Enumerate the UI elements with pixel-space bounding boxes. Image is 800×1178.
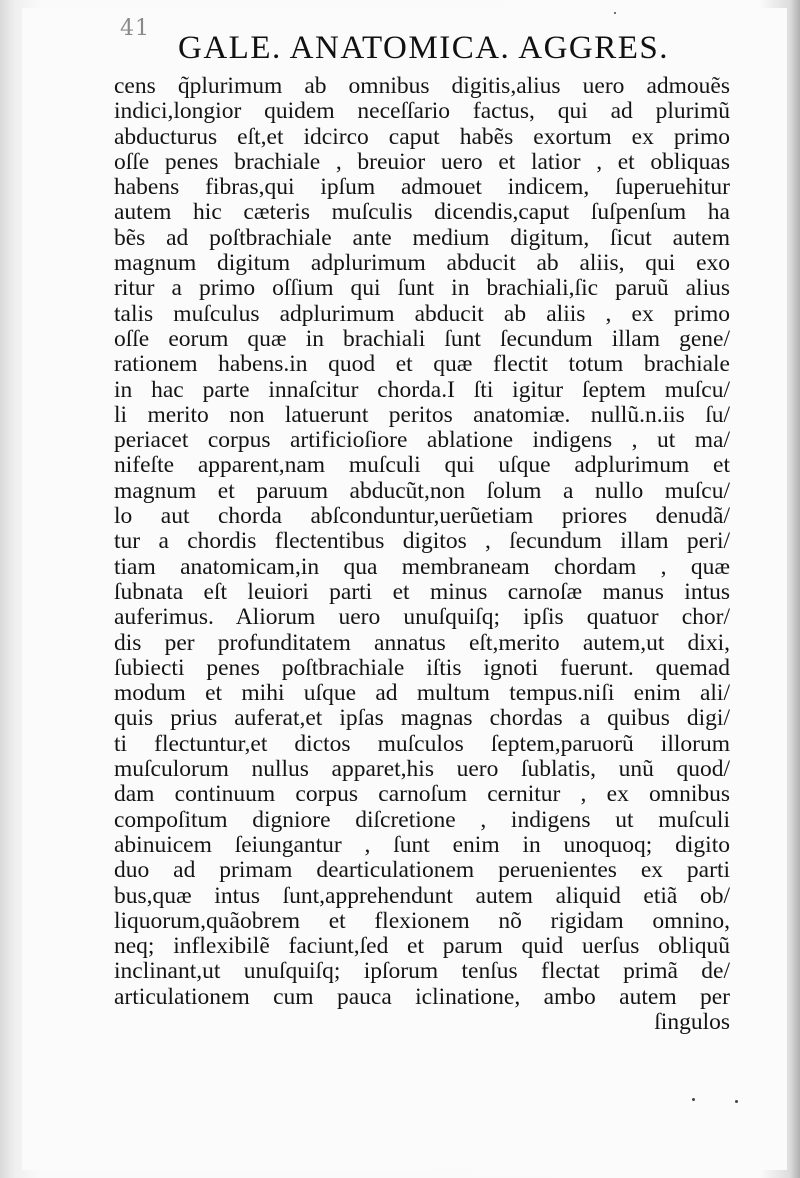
text-line: bus,quæ intus ſunt,apprehendunt autem aliquid etiã ob/ <box>114 883 730 909</box>
text-line: oſſe penes brachiale , breuior uero et latior , et obliquas <box>114 149 730 175</box>
text-line: auferimus. Aliorum uero unuſquiſq; ipſis quatuor chor/ <box>114 605 730 631</box>
text-line: inclinant,ut unuſquiſq; ipſorum tenſus flectat primã de/ <box>114 959 730 985</box>
body-text <box>114 74 730 1035</box>
text-line: modum et mihi uſque ad multum tempus.niſi enim ali/ <box>114 681 730 707</box>
text-line: bẽs ad poſtbrachiale ante medium digitum, ſicut autem <box>114 225 730 251</box>
text-line: in hac parte innaſcitur chorda.I ſti igitur ſeptem muſcu/ <box>114 377 730 403</box>
text-line: habens fibras,qui ipſum admouet indicem, ſuperuehitur <box>114 175 730 201</box>
text-line: periacet corpus artificioſiore ablatione indigens , ut ma/ <box>114 428 730 454</box>
text-line: articulationem cum pauca iclinatione, ambo autem per <box>114 984 730 1010</box>
ink-speck <box>735 1100 738 1103</box>
text-line: li merito non latuerunt peritos anatomiæ. nullũ.n.iis ſu/ <box>114 402 730 428</box>
text-line: indici,longior quidem neceſſario factus, qui ad plurimũ <box>114 99 730 125</box>
text-line: magnum digitum adplurimum abducit ab aliis, qui exo <box>114 251 730 277</box>
text-line: tiam anatomicam,in qua membraneam chordam , quæ <box>114 554 730 580</box>
folio-number: 41 <box>120 16 150 41</box>
text-line: oſſe eorum quæ in brachiali ſunt ſecundum illam gene/ <box>114 326 730 352</box>
ink-speck <box>614 12 616 14</box>
running-head: GALE. ANATOMICA. AGGRES. <box>178 30 670 66</box>
text-line: lo aut chorda abſconduntur,uerũetiam priores denudã/ <box>114 504 730 530</box>
text-line: liquorum,quãobrem et flexionem nõ rigidam omnino, <box>114 908 730 934</box>
text-line: magnum et paruum abducũt,non ſolum a nullo muſcu/ <box>114 478 730 504</box>
text-line: ſubnata eſt leuiori parti et minus carnoſæ manus intus <box>114 579 730 605</box>
text-line: neq; inflexibilẽ faciunt,ſed et parum quid uerſus obliquũ <box>114 934 730 960</box>
text-line: dam continuum corpus carnoſum cernitur , ex omnibus <box>114 782 730 808</box>
text-line: compoſitum digniore diſcretione , indigens ut muſculi <box>114 807 730 833</box>
text-line: rationem habens.in quod et quæ flectit totum brachiale <box>114 352 730 378</box>
text-line: tur a chordis flectentibus digitos , ſecundum illam peri/ <box>114 529 730 555</box>
ink-speck <box>692 1098 695 1101</box>
text-line: autem hic cæteris muſculis dicendis,caput ſuſpenſum ha <box>114 200 730 226</box>
text-line: cens q̃plurimum ab omnibus digitis,alius uero admouẽs <box>114 74 730 99</box>
text-line: abinuicem ſeiungantur , ſunt enim in unoquoq; digito <box>114 832 730 858</box>
text-line: dis per profunditatem annatus eſt,merito autem,ut dixi, <box>114 630 730 656</box>
text-line: talis muſculus adplurimum abducit ab aliis , ex primo <box>114 301 730 327</box>
text-line: quis prius auferat,et ipſas magnas chordas a quibus digi/ <box>114 706 730 732</box>
text-line: muſculorum nullus apparet,his uero ſublatis, unũ quod/ <box>114 757 730 783</box>
text-line: ritur a primo oſſium qui ſunt in brachiali,ſic paruũ alius <box>114 276 730 302</box>
text-line: duo ad primam dearticulationem peruenientes ex parti <box>114 858 730 884</box>
text-line: nifeſte apparent,nam muſculi qui uſque adplurimum et <box>114 453 730 479</box>
text-line: ſingulos <box>654 1009 730 1035</box>
text-line: abducturus eſt,et idcirco caput habẽs exortum ex primo <box>114 124 730 150</box>
text-line: ſubiecti penes poſtbrachiale iſtis ignoti fuerunt. quemad <box>114 655 730 681</box>
text-line: ti flectuntur,et dictos muſculos ſeptem,paruorũ illorum <box>114 731 730 757</box>
